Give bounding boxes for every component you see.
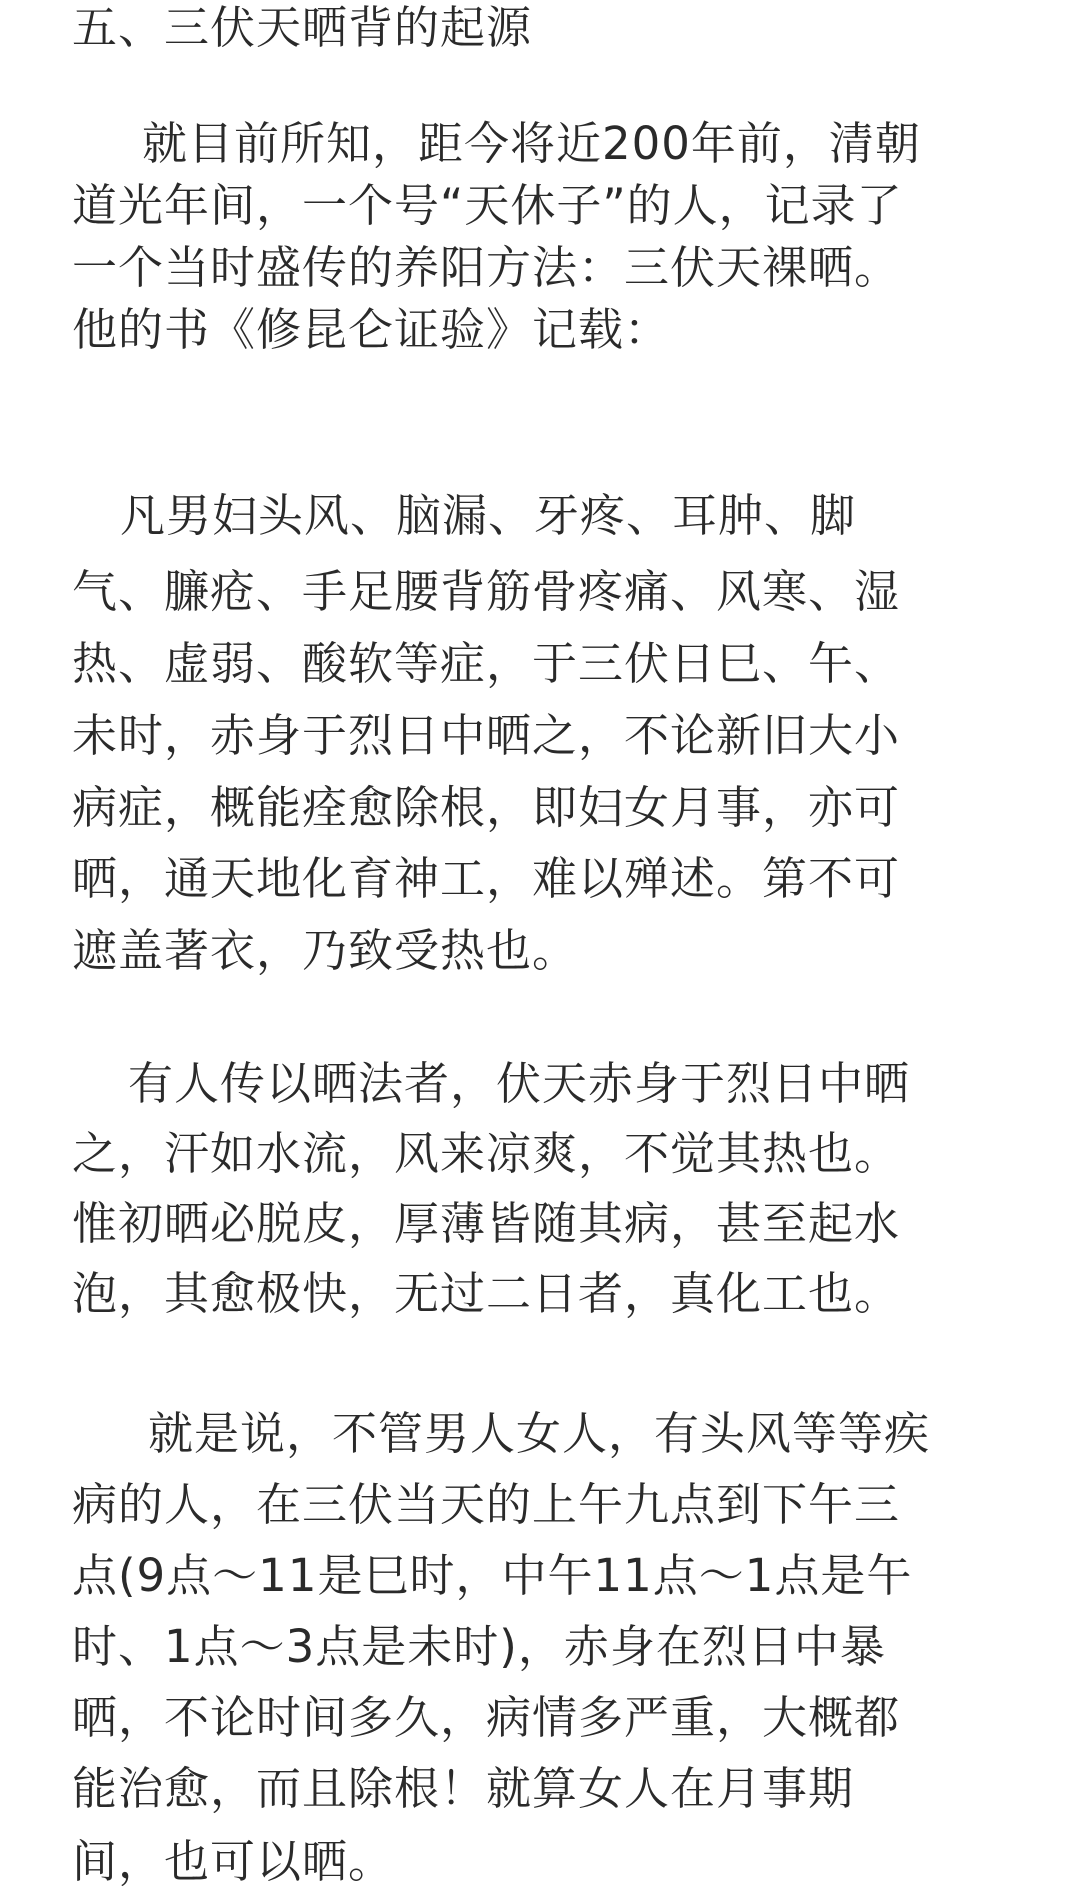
quote-line: 未时，赤身于烈日中晒之，不论新旧大小 bbox=[72, 709, 901, 762]
paragraph-line: 道光年间，一个号“天休子”的人，记录了 bbox=[72, 179, 903, 232]
quote-line: 晒，通天地化育神工，难以殚述。第不可 bbox=[72, 852, 901, 905]
quote-line: 有人传以晒法者，伏天赤身于烈日中晒 bbox=[128, 1057, 911, 1110]
paragraph-line: 病的人，在三伏当天的上午九点到下午三 bbox=[72, 1478, 901, 1531]
quote-line: 惟初晒必脱皮，厚薄皆随其病，甚至起水 bbox=[72, 1197, 901, 1250]
quote-line: 之，汗如水流，风来凉爽，不觉其热也。 bbox=[72, 1127, 901, 1180]
paragraph-line: 点(9点～11是巳时，中午11点～1点是午 bbox=[72, 1549, 913, 1602]
quote-line: 病症，概能痊愈除根，即妇女月事，亦可 bbox=[72, 781, 901, 834]
paragraph-line: 晒，不论时间多久，病情多严重，大概都 bbox=[72, 1691, 901, 1744]
paragraph-line: 间，也可以晒。 bbox=[72, 1835, 395, 1888]
section-heading: 五、三伏天晒背的起源 bbox=[72, 1, 533, 54]
paragraph-line: 能治愈，而且除根！就算女人在月事期 bbox=[72, 1762, 855, 1815]
paragraph-line: 一个当时盛传的养阳方法：三伏天裸晒。 bbox=[72, 241, 901, 294]
quote-line: 泡，其愈极快，无过二日者，真化工也。 bbox=[72, 1267, 901, 1320]
quote-line: 热、虚弱、酸软等症，于三伏日巳、午、 bbox=[72, 637, 901, 690]
quote-line: 凡男妇头风、脑漏、牙疼、耳肿、脚 bbox=[120, 489, 857, 542]
paragraph-line: 时、1点～3点是未时)，赤身在烈日中暴 bbox=[72, 1620, 886, 1673]
quote-line: 气、臁疮、手足腰背筋骨疼痛、风寒、湿 bbox=[72, 565, 901, 618]
paragraph-line: 就目前所知，距今将近200年前，清朝 bbox=[142, 117, 921, 170]
paragraph-line: 他的书《修昆仑证验》记载： bbox=[72, 303, 671, 356]
quote-line: 遮盖著衣，乃致受热也。 bbox=[72, 924, 579, 977]
paragraph-line: 就是说，不管男人女人，有头风等等疾 bbox=[148, 1407, 931, 1460]
